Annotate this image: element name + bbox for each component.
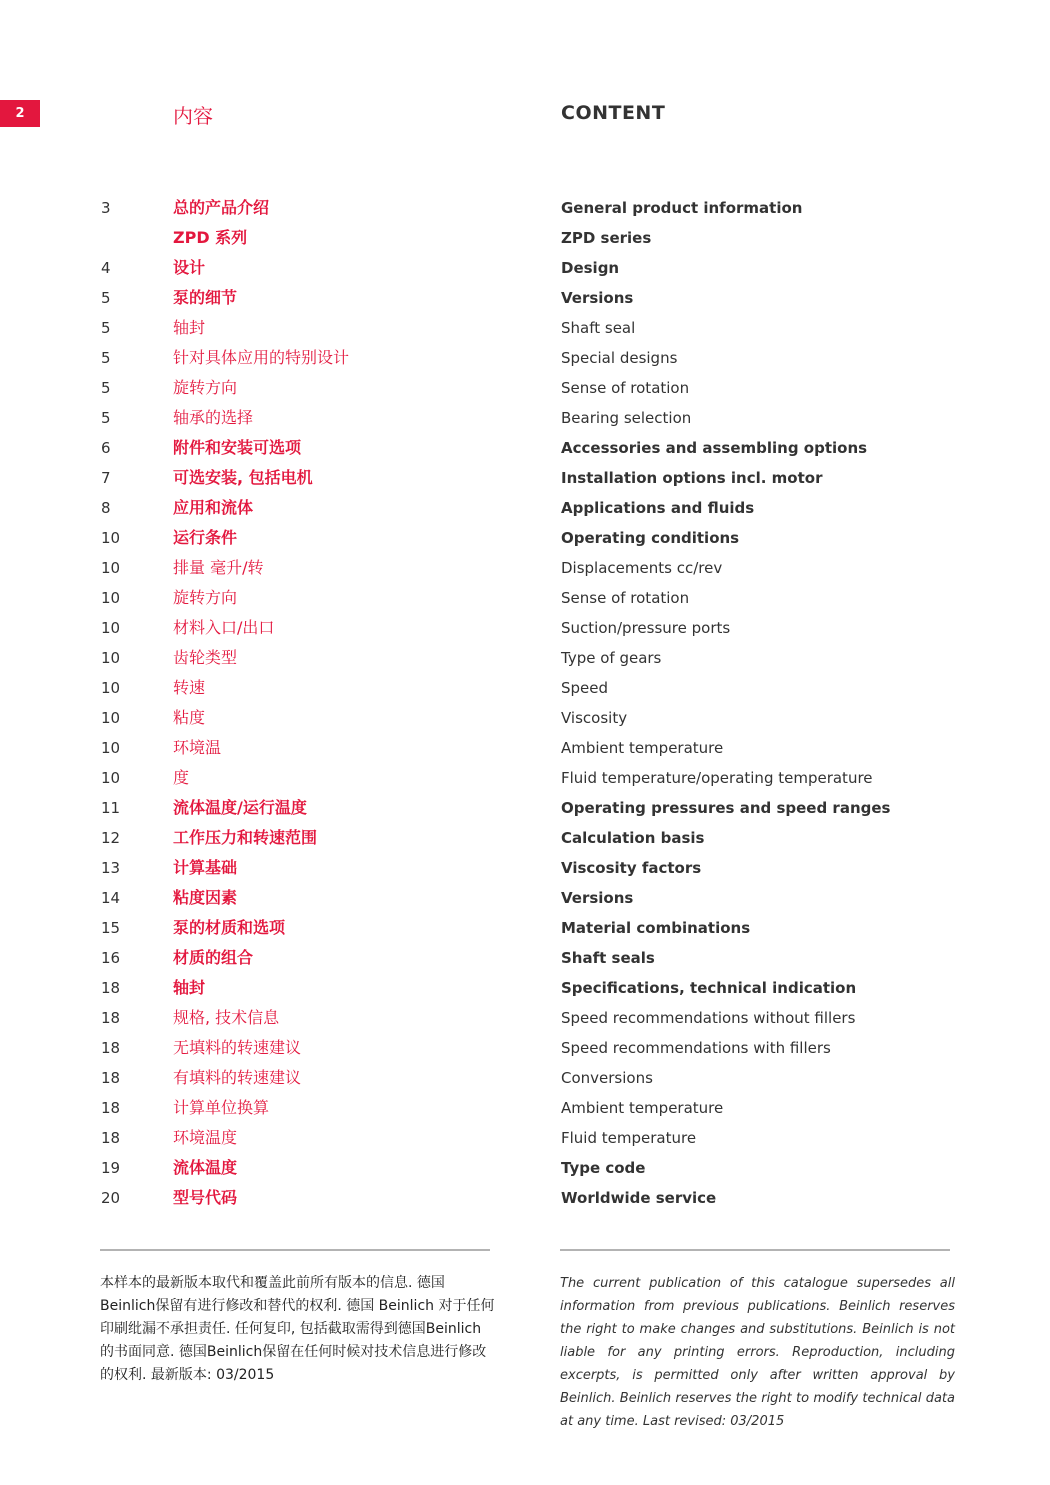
toc-row[interactable] <box>0 673 1050 703</box>
toc-page-number: 10 <box>101 769 121 787</box>
toc-title-en: Versions <box>561 889 634 907</box>
toc-title-en: Suction/pressure ports <box>561 619 731 637</box>
toc-row[interactable] <box>0 523 1050 553</box>
toc-page-number: 10 <box>101 589 121 607</box>
toc-row[interactable] <box>0 373 1050 403</box>
toc-row[interactable] <box>0 463 1050 493</box>
toc-page-number: 18 <box>101 1039 121 1057</box>
toc-title-en: Operating conditions <box>561 529 740 547</box>
toc-page-number: 10 <box>101 679 121 697</box>
toc-page-number: 20 <box>101 1189 121 1207</box>
toc-row[interactable] <box>0 403 1050 433</box>
toc-title-en: General product information <box>561 199 803 217</box>
toc-title-cn: 旋转方向 <box>173 588 238 607</box>
toc-row[interactable] <box>0 703 1050 733</box>
toc-page-number: 11 <box>101 799 121 817</box>
toc-title-cn: 无填料的转速建议 <box>173 1038 302 1057</box>
toc-title-cn: 设计 <box>173 258 206 277</box>
toc-page-number: 18 <box>101 1009 121 1027</box>
toc-row[interactable] <box>0 973 1050 1003</box>
toc-row[interactable] <box>0 1123 1050 1153</box>
toc-title-en: Displacements cc/rev <box>561 559 723 577</box>
toc-page-number: 3 <box>101 199 111 217</box>
toc-row[interactable] <box>0 823 1050 853</box>
toc-title-en: Conversions <box>561 1069 653 1087</box>
disclaimer-cn: 本样本的最新版本取代和覆盖此前所有版本的信息. 德国Beinlich保留有进行修改和替代的权利. 德国 Beinlich 对于任何印刷纰漏不承担责任. 任何复印, 包括截取需得到德国Beinlich的书面同意. 德国Beinlich保留在任何时候对技术信息进行修改的权利. 最新版本: 03/2015 <box>100 1275 495 1383</box>
toc-title-cn: 轴封 <box>173 318 206 337</box>
toc-title-en: Speed recommendations with fillers <box>561 1039 831 1057</box>
toc-row[interactable] <box>0 1003 1050 1033</box>
toc-title-cn: 齿轮类型 <box>173 648 238 667</box>
toc-title-en: Viscosity <box>561 709 628 727</box>
toc-title-en: ZPD series <box>561 229 652 247</box>
toc-title-en: Sense of rotation <box>561 379 690 397</box>
toc-title-cn: 泵的细节 <box>173 288 238 307</box>
toc-title-cn: 流体温度/运行温度 <box>173 798 307 817</box>
toc-row[interactable] <box>0 583 1050 613</box>
toc-row[interactable] <box>0 943 1050 973</box>
toc-page-number: 5 <box>101 319 111 337</box>
toc-title-cn: 计算单位换算 <box>173 1098 270 1117</box>
divider-right <box>560 1249 950 1251</box>
toc-title-en: Speed <box>561 679 609 697</box>
toc-title-cn: 轴封 <box>173 978 206 997</box>
toc-page-number: 5 <box>101 409 111 427</box>
toc-page-number: 8 <box>101 499 111 517</box>
toc-title-en: Shaft seal <box>561 319 636 337</box>
toc-title-en: Sense of rotation <box>561 589 690 607</box>
toc-page-number: 5 <box>101 349 111 367</box>
table-of-contents <box>0 193 1050 1213</box>
toc-title-en: Fluid temperature/operating temperature <box>561 769 873 787</box>
toc-row[interactable] <box>0 313 1050 343</box>
toc-row[interactable] <box>0 1153 1050 1183</box>
toc-page-number: 13 <box>101 859 121 877</box>
toc-row[interactable] <box>0 1033 1050 1063</box>
toc-title-en: Ambient temperature <box>561 739 724 757</box>
toc-row[interactable] <box>0 763 1050 793</box>
toc-page-number: 10 <box>101 739 121 757</box>
toc-title-cn: 粘度 <box>173 708 206 727</box>
toc-page-number: 4 <box>101 259 111 277</box>
toc-page-number: 10 <box>101 559 121 577</box>
toc-title-en: Shaft seals <box>561 949 655 967</box>
page-title-en: CONTENT <box>561 102 666 124</box>
toc-page-number: 10 <box>101 649 121 667</box>
toc-title-en: Speed recommendations without fillers <box>561 1009 856 1027</box>
disclaimer-en: The current publication of this catalogue supersedes all information from previous publications. Beinlich reserves the right to make changes and substitutions. Beinlich is not liable for any printing errors. Reproduction, including excerpts, is permitted only after written approval by Beinlich. Beinlich reserves the right to modify technical data at any time. Last revised: 03/2015 <box>560 1276 955 1429</box>
toc-title-en: Installation options incl. motor <box>561 469 823 487</box>
toc-page-number: 18 <box>101 979 121 997</box>
toc-row[interactable] <box>0 193 1050 223</box>
toc-row[interactable] <box>0 733 1050 763</box>
toc-title-cn: 度 <box>173 768 190 787</box>
toc-row[interactable] <box>0 1063 1050 1093</box>
toc-title-en: Accessories and assembling options <box>561 439 868 457</box>
toc-title-en: Specifications, technical indication <box>561 979 857 997</box>
toc-title-en: Operating pressures and speed ranges <box>561 799 891 817</box>
toc-page-number: 10 <box>101 709 121 727</box>
toc-title-en: Versions <box>561 289 634 307</box>
toc-page-number: 15 <box>101 919 121 937</box>
toc-page-number: 12 <box>101 829 121 847</box>
divider-left <box>100 1249 490 1251</box>
page-title-cn: 内容 <box>173 104 213 128</box>
toc-page-number: 10 <box>101 529 121 547</box>
toc-page-number: 18 <box>101 1129 121 1147</box>
toc-page-number: 10 <box>101 619 121 637</box>
toc-page-number: 5 <box>101 289 111 307</box>
toc-row[interactable] <box>0 223 1050 253</box>
toc-title-cn: 材质的组合 <box>173 948 254 967</box>
toc-title-cn: 有填料的转速建议 <box>173 1068 302 1087</box>
toc-page-number: 18 <box>101 1069 121 1087</box>
toc-title-en: Bearing selection <box>561 409 692 427</box>
toc-title-en: Fluid temperature <box>561 1129 697 1147</box>
toc-title-cn: 旋转方向 <box>173 378 238 397</box>
toc-row[interactable] <box>0 1183 1050 1213</box>
toc-page-number: 19 <box>101 1159 121 1177</box>
toc-row[interactable] <box>0 883 1050 913</box>
toc-title-cn: 环境温 <box>173 738 222 757</box>
toc-title-cn: 附件和安装可选项 <box>173 438 302 457</box>
toc-title-cn: 流体温度 <box>173 1158 238 1177</box>
toc-title-en: Special designs <box>561 349 678 367</box>
toc-title-cn: 型号代码 <box>173 1188 238 1207</box>
toc-title-cn: 规格, 技术信息 <box>173 1008 280 1027</box>
toc-title-cn: 排量 毫升/转 <box>173 558 264 577</box>
toc-row[interactable] <box>0 553 1050 583</box>
toc-title-en: Material combinations <box>561 919 751 937</box>
toc-title-cn: 粘度因素 <box>173 888 238 907</box>
toc-page-number: 14 <box>101 889 121 907</box>
toc-title-en: Type code <box>561 1159 646 1177</box>
toc-title-cn: 运行条件 <box>173 528 238 547</box>
toc-row[interactable] <box>0 1093 1050 1123</box>
toc-row[interactable] <box>0 433 1050 463</box>
toc-title-en: Calculation basis <box>561 829 705 847</box>
toc-title-cn: 应用和流体 <box>173 498 254 517</box>
toc-title-cn: 转速 <box>173 678 206 697</box>
toc-row[interactable] <box>0 643 1050 673</box>
toc-title-en: Design <box>561 259 620 277</box>
toc-row[interactable] <box>0 853 1050 883</box>
page-number-badge: 2 <box>0 100 40 127</box>
toc-title-cn: 可选安装, 包括电机 <box>173 468 313 487</box>
toc-title-cn: 总的产品介绍 <box>173 198 270 217</box>
toc-title-en: Type of gears <box>561 649 662 667</box>
toc-page-number: 16 <box>101 949 121 967</box>
toc-title-en: Viscosity factors <box>561 859 702 877</box>
toc-page-number: 6 <box>101 439 111 457</box>
toc-page-number: 18 <box>101 1099 121 1117</box>
toc-title-cn: 针对具体应用的特别设计 <box>173 348 350 367</box>
toc-row[interactable] <box>0 913 1050 943</box>
toc-title-cn: ZPD 系列 <box>173 228 248 247</box>
toc-title-en: Applications and fluids <box>561 499 755 517</box>
toc-title-cn: 泵的材质和选项 <box>173 918 286 937</box>
toc-row[interactable] <box>0 283 1050 313</box>
toc-row[interactable] <box>0 613 1050 643</box>
toc-row[interactable] <box>0 343 1050 373</box>
toc-page-number: 5 <box>101 379 111 397</box>
toc-page-number: 7 <box>101 469 111 487</box>
toc-row[interactable] <box>0 493 1050 523</box>
toc-title-cn: 环境温度 <box>173 1128 238 1147</box>
toc-title-cn: 轴承的选择 <box>173 408 254 427</box>
toc-title-en: Ambient temperature <box>561 1099 724 1117</box>
toc-row[interactable] <box>0 253 1050 283</box>
toc-row[interactable] <box>0 793 1050 823</box>
toc-title-cn: 计算基础 <box>173 858 238 877</box>
toc-title-cn: 工作压力和转速范围 <box>173 828 318 847</box>
toc-title-en: Worldwide service <box>561 1189 717 1207</box>
toc-title-cn: 材料入口/出口 <box>173 618 275 637</box>
